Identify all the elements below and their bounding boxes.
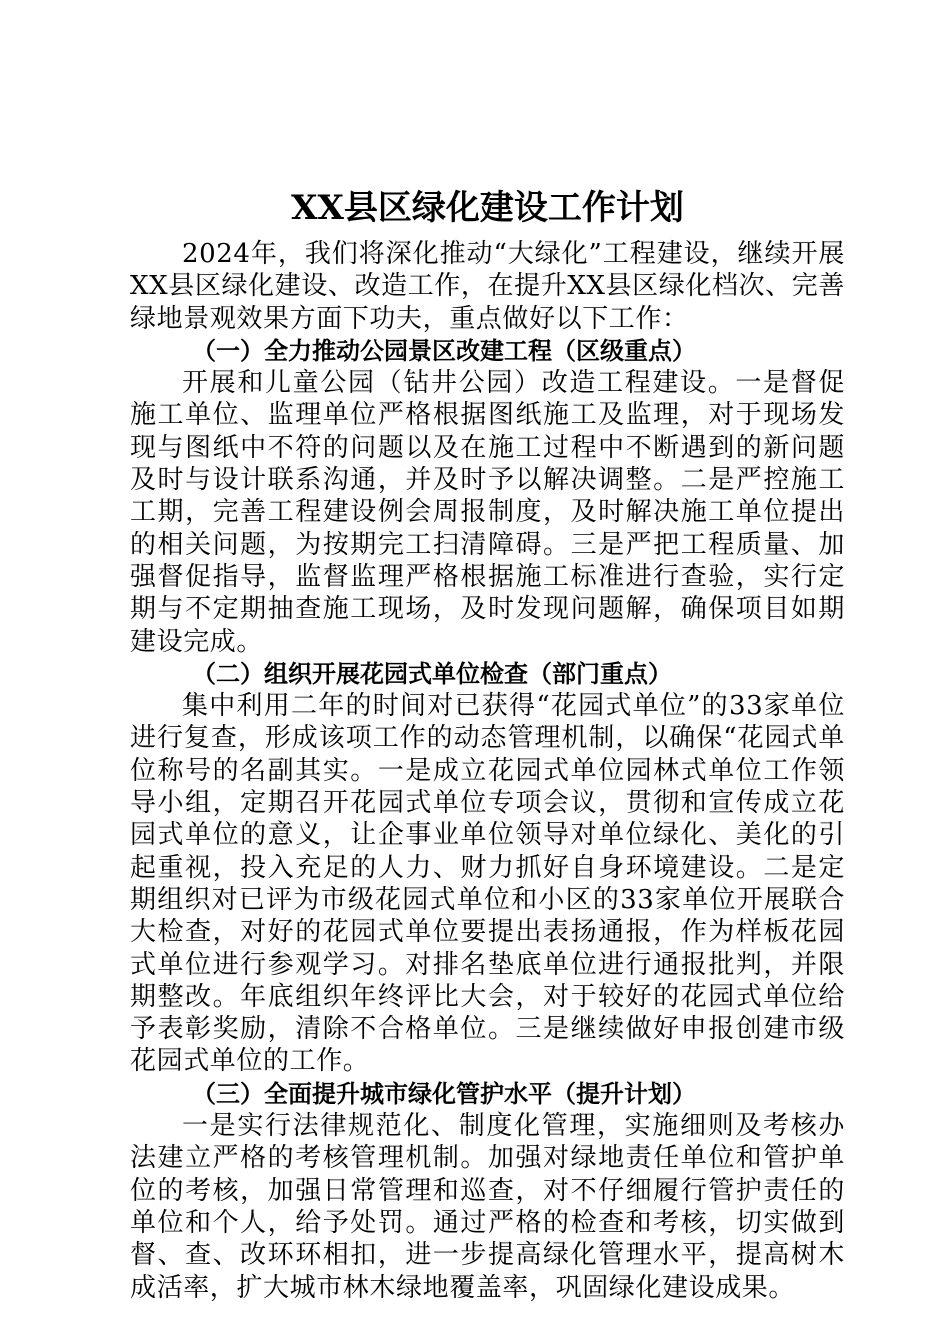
intro-paragraph: 2024年，我们将深化推动“大绿化”工程建设，继续开展XX县区绿化建设、改造工作，在提升XX县区绿化档次、完善绿地景观效果方面下功夫，重点做好以下工作： (130, 239, 845, 334)
section-1-body: 开展和儿童公园（钻井公园）改造工程建设。一是督促施工单位、监理单位严格根据图纸施工及监理，对于现场发现与图纸中不符的问题以及在施工过程中不断遇到的新问题及时与设计联系沟通，并及时予以解决调整。二是严控施工工期，完善工程建设例会周报制度，及时解决施工单位提出的相关问题，为按期完工扫清障碍。三是严把工程质量、加强督促指导，监督监理严格根据施工标准进行查验，实行定期与不定期抽查施工现场，及时发现问题解，确保项目如期建设完成。 (130, 368, 845, 657)
section-3-body: 一是实行法律规范化、制度化管理，实施细则及考核办法建立严格的考核管理机制。加强对绿地责任单位和管护单位的考核，加强日常管理和巡查，对不仔细履行管护责任的单位和个人，给予处罚。通过严格的检查和考核，切实做到督、查、改环环相扣，进一步提高绿化管理水平，提高树木成活率，扩大城市林木绿地覆盖率，巩固绿化建设成果。 (130, 1111, 845, 1303)
section-3-heading: （三）全面提升城市绿化管护水平（提升计划） (192, 1079, 696, 1108)
section-1-heading: （一）全力推动公园景区改建工程（区级重点） (192, 336, 696, 365)
document-page (130, 178, 845, 1304)
document-title: XX县区绿化建设工作计划 (291, 188, 684, 228)
section-2-heading: （二）组织开展花园式单位检查（部门重点） (192, 659, 672, 688)
section-2-body: 集中利用二年的时间对已获得“花园式单位”的33家单位进行复查，形成该项工作的动态管理机制，以确保“花园式单位称号的名副其实。一是成立花园式单位园林式单位工作领导小组，定期召开花园式单位专项会议，贯彻和宣传成立花园式单位的意义，让企事业单位领导对单位绿化、美化的引起重视，投入充足的人力、财力抓好自身环境建设。二是定期组织对已评为市级花园式单位和小区的33家单位开展联合大检查，对好的花园式单位要提出表扬通报，作为样板花园式单位进行参观学习。对排名垫底单位进行通报批判，并限期整改。年底组织年终评比大会，对于较好的花园式单位给予表彰奖励，清除不合格单位。三是继续做好申报创建市级花园式单位的工作。 (130, 691, 845, 1077)
